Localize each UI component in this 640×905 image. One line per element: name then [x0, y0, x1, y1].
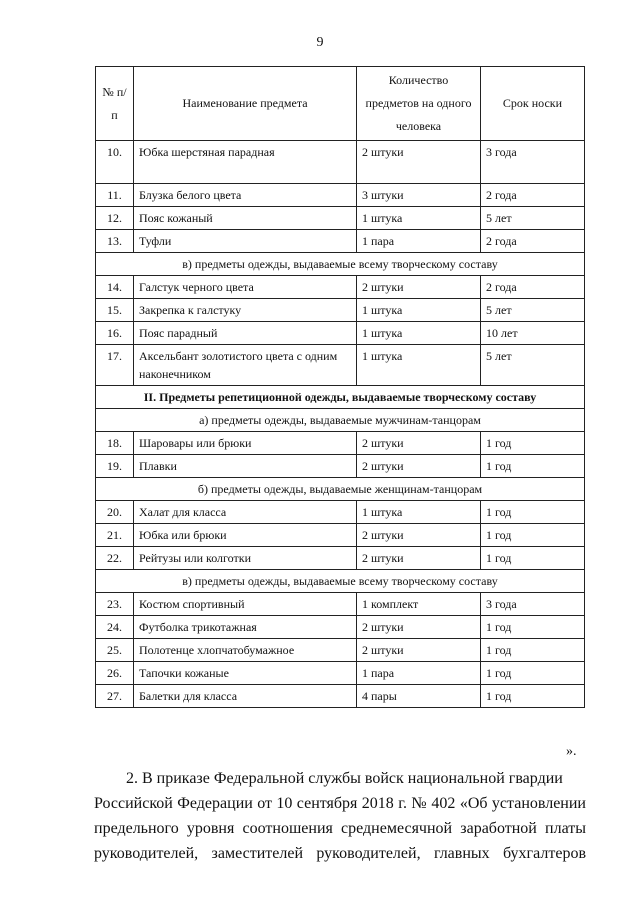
- row-name: Тапочки кожаные: [134, 662, 357, 685]
- row-term: 1 год: [481, 616, 585, 639]
- row-term: 1 год: [481, 432, 585, 455]
- row-qty: 1 штука: [357, 501, 481, 524]
- row-name: Пояс парадный: [134, 322, 357, 345]
- row-term: 1 год: [481, 501, 585, 524]
- row-term: 1 год: [481, 547, 585, 570]
- paragraph-line: Российской Федерации от 10 сентября 2018 г. № 402 «Об установлении: [94, 795, 586, 812]
- table-row: [96, 432, 585, 455]
- row-num: 22.: [96, 547, 134, 570]
- header-term: Срок носки: [481, 67, 585, 141]
- section-title: II. Предметы репетиционной одежды, выдаваемые творческому составу: [96, 386, 585, 409]
- paragraph-line: [94, 766, 586, 791]
- row-qty: 2 штуки: [357, 432, 481, 455]
- section-row: [96, 253, 585, 276]
- row-term: 1 год: [481, 524, 585, 547]
- row-num: 15.: [96, 299, 134, 322]
- table-row: [96, 141, 585, 184]
- row-num: 14.: [96, 276, 134, 299]
- row-qty: 2 штуки: [357, 455, 481, 478]
- row-qty: 2 штуки: [357, 141, 481, 184]
- table-row: [96, 547, 585, 570]
- header-num: № п/п: [96, 67, 134, 141]
- row-num: 26.: [96, 662, 134, 685]
- row-name: Халат для класса: [134, 501, 357, 524]
- row-num: 27.: [96, 685, 134, 708]
- paragraph-line: предельного уровня соотношения среднемесячной заработной платы: [94, 820, 586, 837]
- row-name: Полотенце хлопчатобумажное: [134, 639, 357, 662]
- row-qty: 1 штука: [357, 322, 481, 345]
- row-qty: 2 штуки: [357, 276, 481, 299]
- section-heading: б) предметы одежды, выдаваемые женщинам-танцорам: [96, 478, 585, 501]
- row-qty: 4 пары: [357, 685, 481, 708]
- row-num: 10.: [96, 141, 134, 184]
- table-header-row: [96, 67, 585, 141]
- row-term: 1 год: [481, 662, 585, 685]
- row-term: 5 лет: [481, 345, 585, 386]
- table-row: [96, 230, 585, 253]
- row-name: Пояс кожаный: [134, 207, 357, 230]
- row-qty: 2 штуки: [357, 547, 481, 570]
- table-row: [96, 616, 585, 639]
- section-heading: в) предметы одежды, выдаваемые всему творческому составу: [96, 570, 585, 593]
- row-term: 5 лет: [481, 207, 585, 230]
- table-row: [96, 184, 585, 207]
- items-table: [95, 66, 585, 708]
- row-name: Костюм спортивный: [134, 593, 357, 616]
- row-num: 18.: [96, 432, 134, 455]
- row-qty: 3 штуки: [357, 184, 481, 207]
- row-num: 17.: [96, 345, 134, 386]
- section-row: [96, 478, 585, 501]
- row-name: Юбка шерстяная парадная: [134, 141, 357, 184]
- row-name: Плавки: [134, 455, 357, 478]
- row-term: 3 года: [481, 593, 585, 616]
- row-name: Шаровары или брюки: [134, 432, 357, 455]
- row-num: 19.: [96, 455, 134, 478]
- row-qty: 2 штуки: [357, 524, 481, 547]
- table-row: [96, 276, 585, 299]
- table-row: [96, 524, 585, 547]
- table-row: [96, 593, 585, 616]
- table-row: [96, 455, 585, 478]
- row-term: 2 года: [481, 276, 585, 299]
- row-num: 20.: [96, 501, 134, 524]
- table-row: [96, 639, 585, 662]
- page-number: 9: [316, 35, 324, 50]
- row-qty: 1 штука: [357, 345, 481, 386]
- row-name: Рейтузы или колготки: [134, 547, 357, 570]
- row-term: 2 года: [481, 184, 585, 207]
- table-row: [96, 207, 585, 230]
- row-term: 10 лет: [481, 322, 585, 345]
- table-row: [96, 299, 585, 322]
- header-quantity: Количество предметов на одного человека: [357, 67, 481, 141]
- section-heading: в) предметы одежды, выдаваемые всему творческому составу: [96, 253, 585, 276]
- row-term: 1 год: [481, 455, 585, 478]
- row-term: 2 года: [481, 230, 585, 253]
- row-name: Галстук черного цвета: [134, 276, 357, 299]
- row-name: Блузка белого цвета: [134, 184, 357, 207]
- paragraph-line: руководителей, заместителей руководителей, главных бухгалтеров: [94, 845, 586, 862]
- row-term: 3 года: [481, 141, 585, 184]
- row-qty: 1 пара: [357, 662, 481, 685]
- row-num: 11.: [96, 184, 134, 207]
- row-term: 5 лет: [481, 299, 585, 322]
- section-row: [96, 386, 585, 409]
- row-num: 23.: [96, 593, 134, 616]
- row-num: 21.: [96, 524, 134, 547]
- header-name: Наименование предмета: [134, 67, 357, 141]
- table-row: [96, 662, 585, 685]
- row-name: Туфли: [134, 230, 357, 253]
- row-qty: 2 штуки: [357, 616, 481, 639]
- table-row: [96, 322, 585, 345]
- closing-quote: ».: [566, 744, 577, 759]
- row-qty: 2 штуки: [357, 639, 481, 662]
- row-name: Закрепка к галстуку: [134, 299, 357, 322]
- table-row: [96, 685, 585, 708]
- row-term: 1 год: [481, 639, 585, 662]
- section-heading: а) предметы одежды, выдаваемые мужчинам-танцорам: [96, 409, 585, 432]
- row-name: Аксельбант золотистого цвета с одним наконечником: [134, 345, 357, 386]
- row-qty: 1 штука: [357, 207, 481, 230]
- row-num: 12.: [96, 207, 134, 230]
- row-term: 1 год: [481, 685, 585, 708]
- row-name: Юбка или брюки: [134, 524, 357, 547]
- table-row: [96, 501, 585, 524]
- row-num: 25.: [96, 639, 134, 662]
- table-row: [96, 345, 585, 386]
- row-num: 13.: [96, 230, 134, 253]
- row-num: 16.: [96, 322, 134, 345]
- section-row: [96, 570, 585, 593]
- row-name: Футболка трикотажная: [134, 616, 357, 639]
- section-row: [96, 409, 585, 432]
- row-qty: 1 пара: [357, 230, 481, 253]
- row-qty: 1 комплект: [357, 593, 481, 616]
- paragraph-line-text: 2. В приказе Федеральной службы войск национальной гвардии: [126, 770, 563, 787]
- row-num: 24.: [96, 616, 134, 639]
- body-paragraph: [94, 766, 586, 866]
- row-qty: 1 штука: [357, 299, 481, 322]
- row-name: Балетки для класса: [134, 685, 357, 708]
